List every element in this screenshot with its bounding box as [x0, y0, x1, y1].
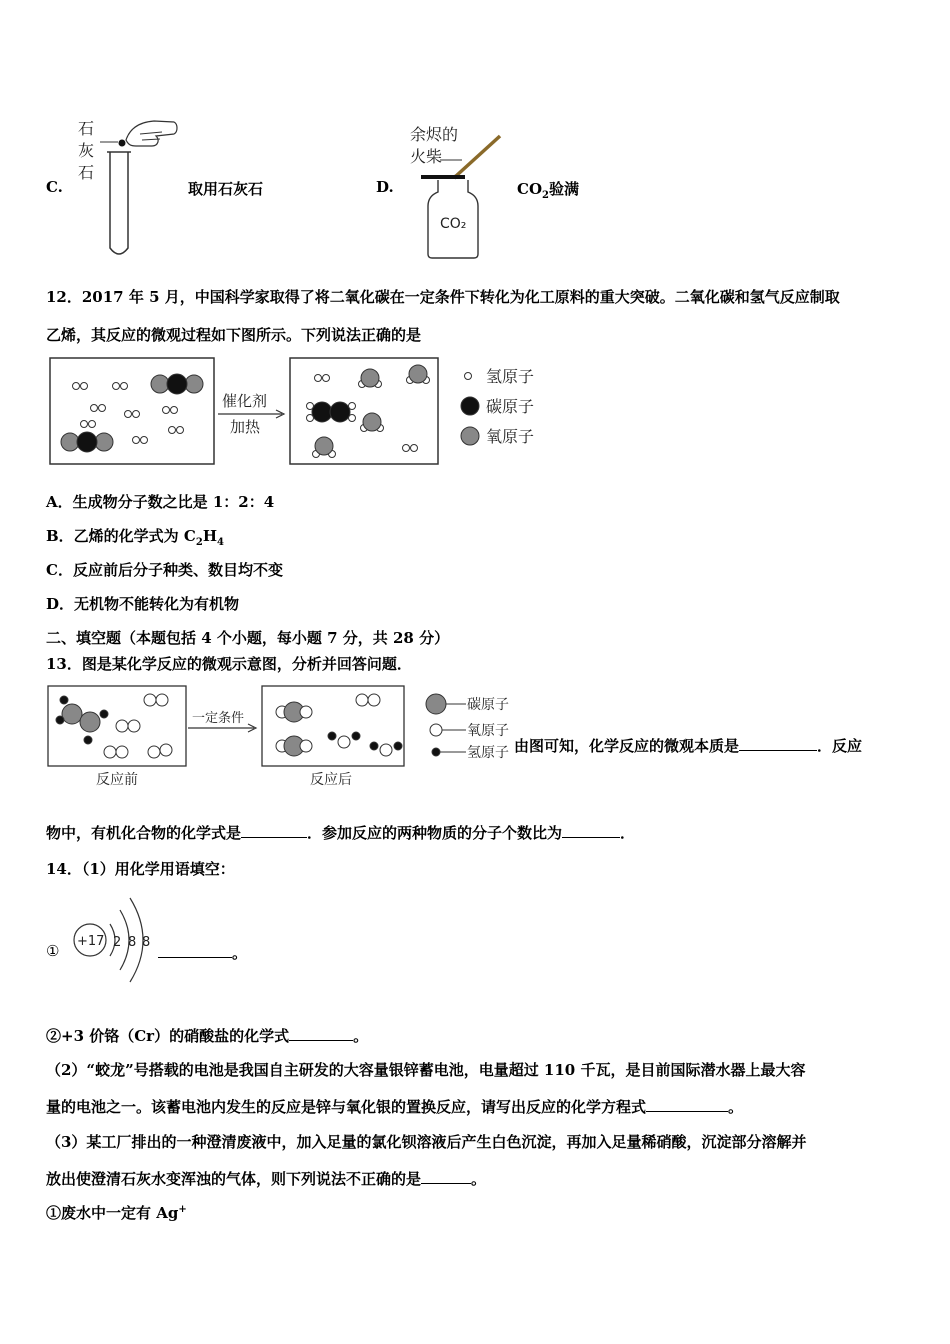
q13-stem: 13．图是某化学反应的微观示意图，分析并回答问题．	[46, 655, 412, 673]
after-label: 反应后	[310, 772, 352, 788]
option-c-letter: C.	[46, 178, 63, 196]
q12-reaction-diagram	[48, 356, 548, 468]
heating-label: 加热	[230, 418, 261, 436]
q13-side-text: 由图可知，化学反应的微观本质是 ．反应	[514, 737, 863, 755]
option-d-label: $CO_2$验满	[517, 180, 579, 201]
q14-stem: 14．（1）用化学用语填空：	[46, 860, 235, 878]
blank-organic-formula[interactable]	[241, 823, 307, 838]
q13-line2: 物中，有机化合物的化学式是 ．参加反应的两种物质的分子个数比为 ．	[46, 824, 636, 842]
blank-ratio[interactable]	[562, 823, 620, 838]
section-title: 二、填空题（本题包括 4 个小题，每小题 7 分，共 28 分）	[46, 629, 450, 647]
bottle-co2-label: CO₂	[440, 216, 467, 232]
legend-hydrogen: 氢原子	[486, 367, 535, 386]
option-d-letter: D.	[376, 178, 394, 196]
test-tube-figure	[96, 112, 186, 262]
q12-stem-line1: 12．2017 年 5 月，中国科学家取得了将二氧化碳在一定条件下转化为化工原料的重大突破。二氧化碳和氢气反应制取	[46, 288, 840, 306]
gas-bottle-figure	[418, 130, 518, 262]
option-d-fig-label: 余烬的 火柴	[410, 125, 459, 166]
blank-chromium-nitrate[interactable]	[289, 1026, 353, 1041]
legend-oxygen-atom: 氧原子	[467, 723, 509, 739]
q14-part2-line2: 量的电池之一。该蓄电池内发生的反应是锌与氧化银的置换反应，请写出反应的化学方程式 。	[46, 1098, 744, 1116]
q14-item1-answer: 。	[158, 942, 247, 963]
q14-part2-line1: （2）“蛟龙”号搭载的电池是我国自主研发的大容量银锌蓄电池，电量超过 110 千瓦，是目前国际潜水器上最大容	[46, 1061, 806, 1079]
legend-carbon-atom: 碳原子	[467, 697, 509, 713]
legend-oxygen: 氧原子	[486, 427, 535, 446]
q12-stem-line2: 乙烯，其反应的微观过程如下图所示。下列说法正确的是	[46, 326, 422, 344]
shell-2-count: 8	[128, 935, 137, 950]
q14-item-a: ①废水中一定有 Ag+	[46, 1204, 187, 1222]
q14-item1-num: ①	[46, 942, 60, 960]
legend-hydrogen-atom: 氢原子	[467, 745, 509, 761]
q12-option-a: A．生成物分子数之比是 1：2：4	[46, 493, 275, 511]
q14-part3-line1: （3）某工厂排出的一种澄清废液中，加入足量的氯化钡溶液后产生白色沉淀，再加入足量稀硝酸，沉淀部分溶解并	[46, 1133, 807, 1151]
blank-ion-symbol[interactable]	[158, 943, 232, 958]
nucleus-charge: +17	[77, 934, 105, 949]
q13-reaction-diagram	[46, 684, 516, 790]
option-c-fig-label: 石 灰 石	[78, 119, 95, 182]
blank-incorrect-statement[interactable]	[421, 1169, 471, 1184]
option-c-label: 取用石灰石	[188, 180, 264, 198]
q12-option-d: D．无机物不能转化为有机物	[46, 595, 240, 613]
atom-structure-diagram	[70, 896, 160, 988]
condition-label: 一定条件	[192, 711, 245, 726]
shell-1-count: 2	[113, 935, 122, 950]
catalyst-label: 催化剂	[222, 392, 268, 410]
q12-option-b: B．乙烯的化学式为 $C_2H_4$	[46, 527, 224, 548]
blank-essence[interactable]	[739, 736, 817, 751]
blank-equation[interactable]	[646, 1097, 728, 1112]
q14-item2: ②+3 价铬（Cr）的硝酸盐的化学式 。	[46, 1027, 369, 1045]
before-label: 反应前	[96, 772, 138, 788]
q14-part3-line2: 放出使澄清石灰水变浑浊的气体，则下列说法不正确的是 。	[46, 1170, 487, 1188]
shell-3-count: 8	[142, 935, 151, 950]
q12-option-c: C．反应前后分子种类、数目均不变	[46, 561, 283, 579]
legend-carbon: 碳原子	[486, 397, 535, 416]
